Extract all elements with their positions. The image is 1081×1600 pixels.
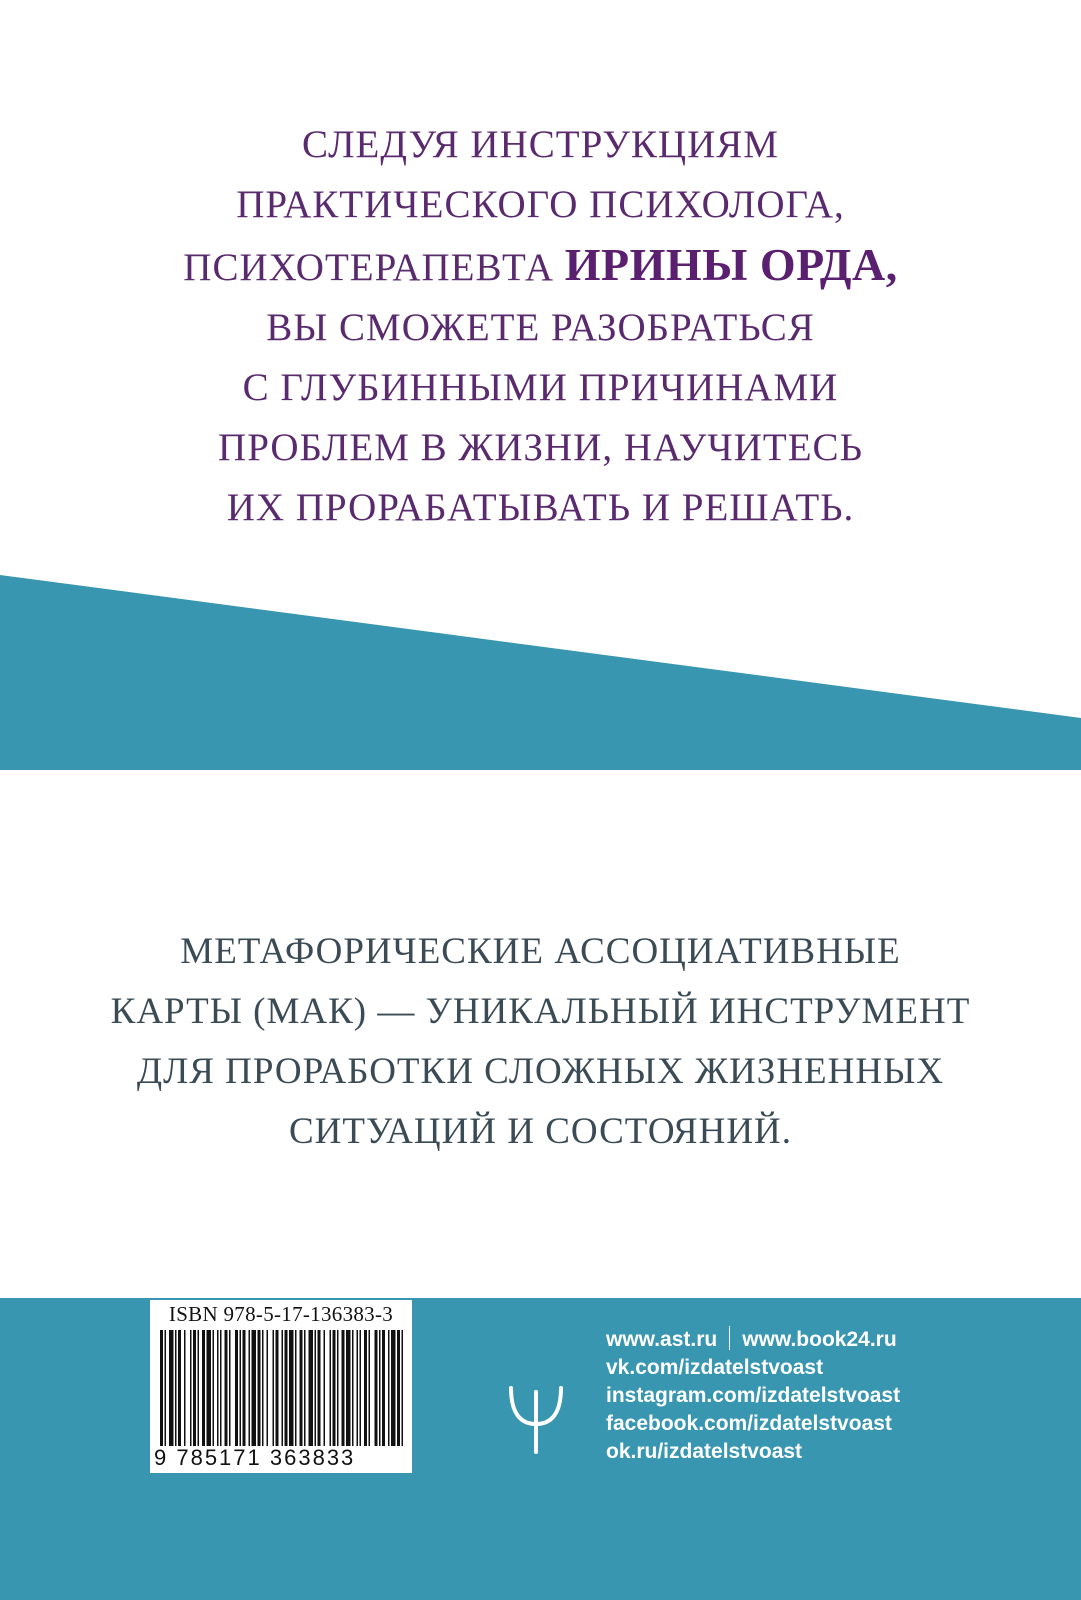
description-line: ВЫ СМОЖЕТЕ РАЗОБРАТЬСЯ <box>266 306 815 349</box>
isbn-barcode-box <box>150 1300 412 1473</box>
barcode-digits: 9 785171 363833 <box>154 1445 356 1470</box>
mac-description-line: КАРТЫ (МАК) — УНИКАЛЬНЫЙ ИНСТРУМЕНТ <box>110 991 971 1032</box>
site-links-row <box>606 1326 1066 1354</box>
description-line: ПРАКТИЧЕСКОГО ПСИХОЛОГА, <box>236 183 845 226</box>
ast-site-link[interactable]: www.ast.ru <box>606 1328 718 1351</box>
publisher-links <box>606 1326 1066 1466</box>
description-line-prefix: ПСИХОТЕРАПЕВТА <box>183 246 555 289</box>
description-line <box>60 235 1021 298</box>
barcode-image <box>158 1330 404 1446</box>
description-line: ИХ ПРОРАБАТЫВАТЬ И РЕШАТЬ. <box>226 486 855 529</box>
ok-link[interactable]: ok.ru/izdatelstvoast <box>606 1440 803 1463</box>
mac-description-paragraph <box>40 922 1041 1162</box>
vk-link[interactable]: vk.com/izdatelstvoast <box>606 1356 824 1379</box>
facebook-link[interactable]: facebook.com/izdatelstvoast <box>606 1412 892 1435</box>
mac-description-line: МЕТАФОРИЧЕСКИЕ АССОЦИАТИВНЫЕ <box>180 931 901 972</box>
psi-logo-icon <box>507 1384 565 1456</box>
instagram-link[interactable]: instagram.com/izdatelstvoast <box>606 1384 901 1407</box>
link-separator <box>729 1326 730 1350</box>
mac-description-line: СИТУАЦИЙ И СОСТОЯНИЙ. <box>288 1111 793 1152</box>
mac-description-line: ДЛЯ ПРОРАБОТКИ СЛОЖНЫХ ЖИЗНЕННЫХ <box>136 1051 945 1092</box>
description-paragraph <box>60 115 1021 538</box>
author-name: ИРИНЫ ОРДА, <box>564 239 898 290</box>
description-line: С ГЛУБИННЫМИ ПРИЧИНАМИ <box>242 366 839 409</box>
book24-site-link[interactable]: www.book24.ru <box>742 1328 897 1351</box>
isbn-label: ISBN 978-5-17-136383-3 <box>168 1302 394 1326</box>
description-line: СЛЕДУЯ ИНСТРУКЦИЯМ <box>302 123 779 166</box>
teal-wedge-band <box>0 575 1081 770</box>
description-line: ПРОБЛЕМ В ЖИЗНИ, НАУЧИТЕСЬ <box>218 426 863 469</box>
